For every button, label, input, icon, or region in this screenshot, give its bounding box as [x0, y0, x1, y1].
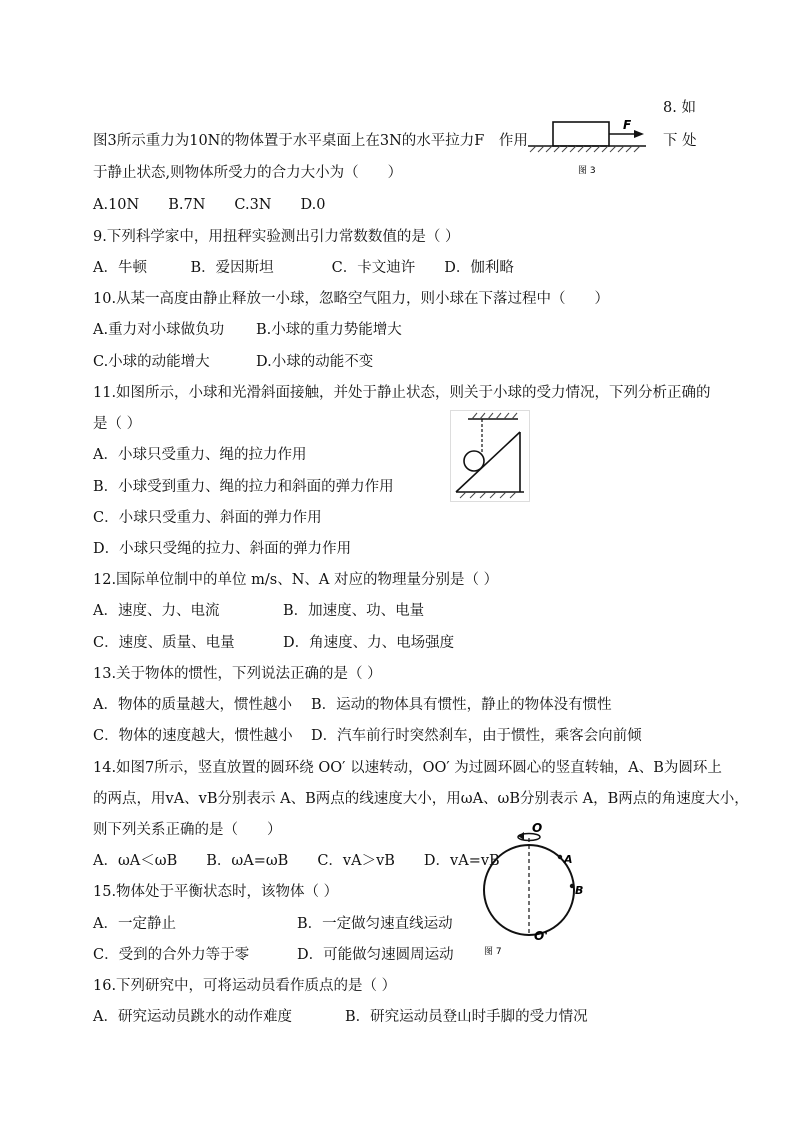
- q11-option-d: D．小球只受绳的拉力、斜面的弹力作用: [93, 541, 352, 557]
- q10-option-a: A.重力对小球做负功: [93, 322, 225, 338]
- q9-options: A．牛顿 B．爱因斯坦 C．卡文迪许 D．伽利略: [93, 260, 514, 276]
- q13-option-c: C．物体的速度越大，惯性越小: [93, 728, 293, 744]
- q14-stem-line3: 则下列关系正确的是（ ）: [93, 822, 282, 838]
- q10-option-b: B.小球的重力势能增大: [256, 322, 402, 338]
- q16-stem: 16.下列研究中，可将运动员看作质点的是（ ）: [93, 978, 397, 994]
- q15-stem: 15.物体处于平衡状态时，该物体（ ）: [93, 884, 339, 900]
- q11-stem-line1: 11.如图所示，小球和光滑斜面接触，并处于静止状态，则关于小球的受力情况，下列分析正确的: [93, 385, 711, 401]
- q15-option-c: C．受到的合外力等于零: [93, 947, 250, 963]
- figure-3-caption: 图 3: [578, 166, 596, 176]
- figure-ball-on-incline: [450, 410, 530, 502]
- q14-stem-line1: 14.如图7所示，竖直放置的圆环绕 OO′ 以速转动，OO′ 为过圆环圆心的竖直转轴，A、B为圆环上: [93, 760, 722, 776]
- q12-option-a: A．速度、力、电流: [93, 603, 220, 619]
- figure-7-rotating-ring: [478, 820, 588, 958]
- q13-option-a: A．物体的质量越大，惯性越小: [93, 697, 292, 713]
- q13-option-d: D．汽车前行时突然刹车，由于惯性，乘客会向前倾: [311, 728, 642, 744]
- q8-stem-line1: 图3所示重力为10N的物体置于水平桌面上在3N的水平拉力F 作用: [93, 133, 528, 149]
- q10-option-c: C.小球的动能增大: [93, 354, 210, 370]
- q14-options: A．ωA＜ωB B．ωA=ωB C．vA＞vB D．vA=vB: [93, 853, 500, 869]
- q16-option-a: A．研究运动员跳水的动作难度: [93, 1009, 292, 1025]
- q11-option-b: B．小球受到重力、绳的拉力和斜面的弹力作用: [93, 479, 394, 495]
- q16-option-b: B．研究运动员登山时手脚的受力情况: [345, 1009, 588, 1025]
- q11-option-a: A．小球只受重力、绳的拉力作用: [93, 447, 307, 463]
- figure-7-label-b: B: [575, 884, 584, 897]
- figure-7-label-o: O: [532, 821, 543, 835]
- q8-options: A.10N B.7N C.3N D.0: [93, 197, 326, 213]
- q11-stem-line2: 是（ ）: [93, 416, 142, 432]
- q12-option-c: C．速度、质量、电量: [93, 635, 235, 651]
- q15-option-b: B．一定做匀速直线运动: [297, 916, 453, 932]
- figure-3-force-label: F: [623, 118, 632, 132]
- q8-stem-line2: 于静止状态,则物体所受力的合力大小为（ ）: [93, 165, 403, 181]
- q8-number: 8. 如: [663, 100, 696, 116]
- figure-7-label-o-prime: O': [534, 929, 548, 943]
- q12-option-d: D．角速度、力、电场强度: [283, 635, 455, 651]
- q10-stem: 10.从某一高度由静止释放一小球，忽略空气阻力，则小球在下落过程中（ ）: [93, 291, 610, 307]
- q11-option-c: C．小球只受重力、斜面的弹力作用: [93, 510, 322, 526]
- q13-option-b: B．运动的物体具有惯性，静止的物体没有惯性: [311, 697, 612, 713]
- q14-stem-line2: 的两点，用vA、vB分别表示 A、B两点的线速度大小，用ωA、ωB分别表示 A，B两点的角速度大小，: [93, 791, 749, 807]
- q15-option-a: A．一定静止: [93, 916, 176, 932]
- q12-stem: 12.国际单位制中的单位 m/s、N、A 对应的物理量分别是（ ）: [93, 572, 499, 588]
- q12-option-b: B．加速度、功、电量: [283, 603, 425, 619]
- q15-option-d: D．可能做匀速圆周运动: [297, 947, 454, 963]
- q9-stem: 9.下列科学家中，用扭秤实验测出引力常数数值的是（ ）: [93, 229, 460, 245]
- q10-option-d: D.小球的动能不变: [256, 354, 374, 370]
- figure-7-label-a: A: [564, 853, 573, 866]
- q13-stem: 13.关于物体的惯性，下列说法正确的是（ ）: [93, 666, 382, 682]
- figure-3-block-on-table: [520, 114, 650, 176]
- figure-7-caption: 图 7: [484, 947, 502, 957]
- q8-stem-line1-tail: 下 处: [663, 133, 697, 149]
